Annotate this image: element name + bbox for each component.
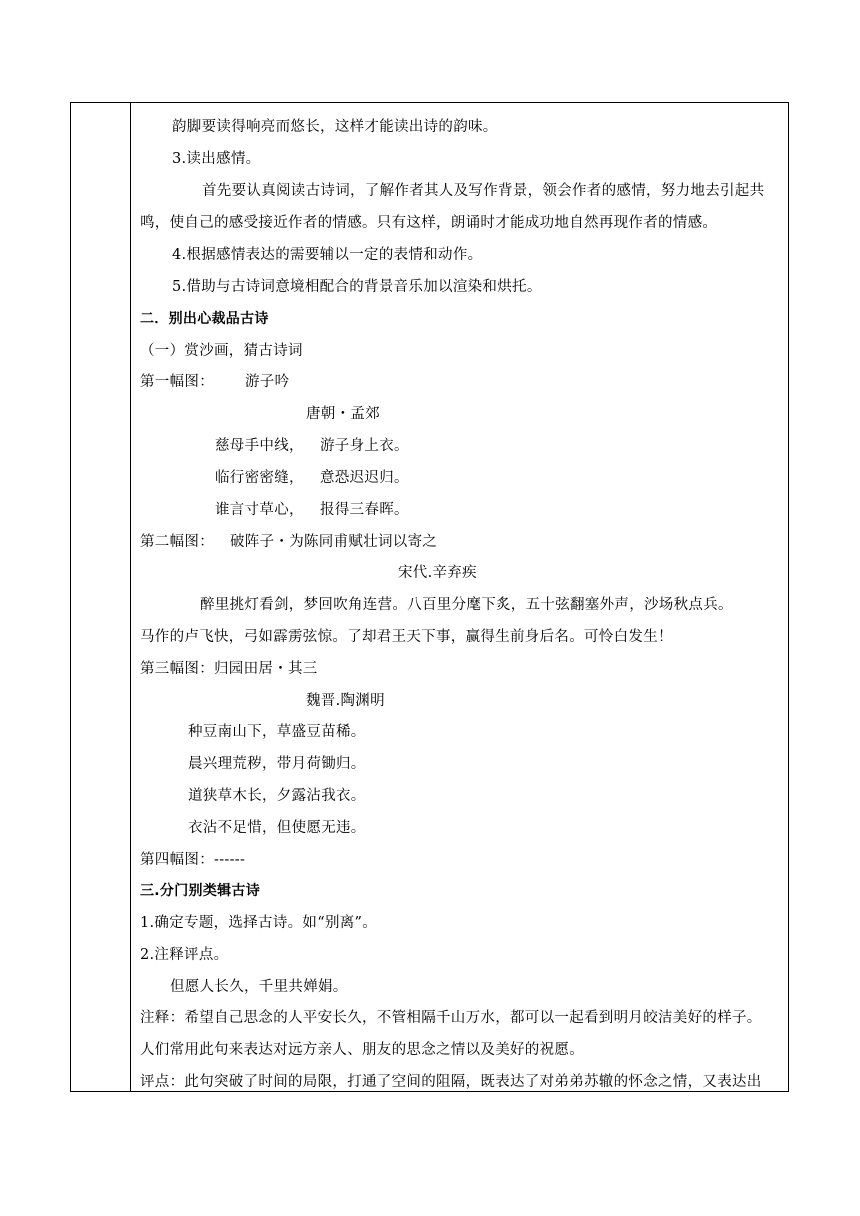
poem-line: 谁言寸草心， xyxy=(215,502,304,518)
poem-author: 魏晋.陶渊明 xyxy=(306,693,385,709)
text-line: 第二幅图： xyxy=(140,534,214,550)
text-line: 5.借助与古诗词意境相配合的背景音乐加以渲染和烘托。 xyxy=(172,279,542,295)
section-heading: 二．别出心裁品古诗 xyxy=(140,311,269,327)
poem-line: 游子身上衣。 xyxy=(320,438,409,454)
poem-title: 破阵子・为陈同甫赋壮词以寄之 xyxy=(230,534,438,550)
text-line: 3.读出感情。 xyxy=(172,151,261,167)
text-line: 评点：此句突破了时间的局限，打通了空间的阻隔，既表达了对弟弟苏辙的怀念之情，又表达出 xyxy=(140,1074,762,1090)
poem-line: 报得三春晖。 xyxy=(320,502,409,518)
text-line: 注释：希望自己思念的人平安长久，不管相隔千山万水，都可以一起看到明月皎洁美好的样子。 xyxy=(140,1010,762,1026)
poem-line: 道狭草木长，夕露沾我衣。 xyxy=(188,788,366,804)
text-line: （一）赏沙画，猜古诗词 xyxy=(140,343,303,359)
section-heading: 三.分门别类辑古诗 xyxy=(140,883,261,899)
poem-line: 醉里挑灯看剑，梦回吹角连营。八百里分麾下炙，五十弦翻塞外声，沙场秋点兵。 xyxy=(200,597,733,613)
poem-line: 临行密密缝， xyxy=(215,470,304,486)
poem-author: 宋代.辛弃疾 xyxy=(398,565,477,581)
text-line: 第三幅图：归园田居・其三 xyxy=(140,661,318,677)
text-line: 首先要认真阅读古诗词，了解作者其人及写作背景，领会作者的感情，努力地去引起共 xyxy=(202,183,765,199)
poem-line: 晨兴理荒秽，带月荷锄归。 xyxy=(188,756,366,772)
text-line: 鸣，使自己的感受接近作者的情感。只有这样，朗诵时才能成功地自然再现作者的情感。 xyxy=(140,215,718,231)
text-line: 人们常用此句来表达对远方亲人、朋友的思念之情以及美好的祝愿。 xyxy=(140,1042,584,1058)
quote-line: 但愿人长久，千里共婵娟。 xyxy=(170,979,348,995)
poem-line: 慈母手中线， xyxy=(215,438,304,454)
poem-line: 种豆南山下，草盛豆苗稀。 xyxy=(188,724,366,740)
text-line: 1.确定专题，选择古诗。如“别离”。 xyxy=(140,915,378,931)
text-line: 2.注释评点。 xyxy=(140,947,229,963)
poem-title: 游子吟 xyxy=(245,374,290,390)
poem-line: 衣沾不足惜，但使愿无违。 xyxy=(188,820,366,836)
poem-author: 唐朝・孟郊 xyxy=(306,406,380,422)
poem-line: 意恐迟迟归。 xyxy=(320,470,409,486)
table-column-divider xyxy=(130,103,131,1091)
text-line: 第四幅图：------ xyxy=(140,852,246,868)
text-line: 韵脚要读得响亮而悠长，这样才能读出诗的韵味。 xyxy=(172,119,498,135)
text-line: 4.根据感情表达的需要辅以一定的表情和动作。 xyxy=(172,247,483,263)
poem-line: 马作的卢飞快，弓如霹雳弦惊。了却君王天下事，赢得生前身后名。可怜白发生！ xyxy=(140,629,673,645)
text-line: 第一幅图： xyxy=(140,374,214,390)
